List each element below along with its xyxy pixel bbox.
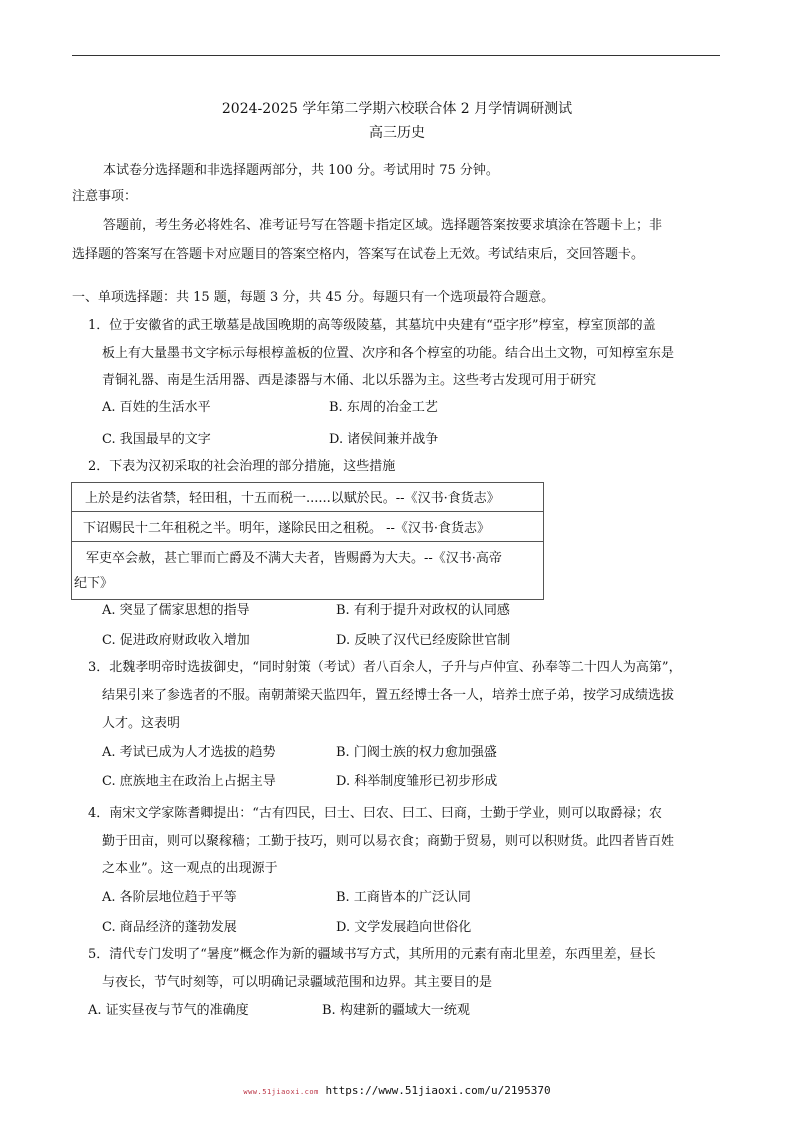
q4-option-a: A. 各阶层地位趋于平等 [102,890,237,905]
q1-option-a: A. 百姓的生活水平 [102,400,211,415]
exam-title: 2024-2025 学年第二学期六校联合体 2 月学情调研测试 [221,101,573,117]
q3-option-c: C. 庶族地主在政治上占据主导 [102,774,276,789]
q3-option-a: A. 考试已成为人才选拔的趋势 [102,745,276,760]
top-rule [72,55,720,56]
q3-option-d: D. 科举制度雏形已初步形成 [336,774,498,789]
q2-option-a: A. 突显了儒家思想的指导 [102,603,250,618]
notice-label: 注意事项： [72,189,138,204]
q5-option-a: A. 证实昼夜与节气的准确度 [88,1003,249,1018]
exam-subject: 高三历史 [369,125,425,141]
q1-line-2: 板上有大量墨书文字标示每根椁盖板的位置、次序和各个椁室的功能。结合出土文物，可知椁室东是 [102,346,675,361]
quote-table [71,482,544,600]
section-heading: 一、单项选择题：共 15 题，每题 3 分，共 45 分。每题只有一个选项最符合题意。 [72,290,555,305]
q2-option-d: D. 反映了汉代已经废除世官制 [336,633,511,648]
q3-option-b: B. 门阀士族的权力愈加强盛 [336,745,497,760]
q2-line-1: 2．下表为汉初采取的社会治理的部分措施，这些措施 [88,459,396,474]
q3-line-1: 3．北魏孝明帝时选拔御史，“同时射策（考试）者八百余人，子升与卢仲宣、孙奉等二十四人为高第”， [88,660,682,675]
q4-option-b: B. 工商皆本的广泛认同 [336,890,471,905]
table-divider [72,511,543,512]
q1-option-b: B. 东周的冶金工艺 [329,400,438,415]
q1-option-c: C. 我国最早的文字 [102,432,211,447]
q4-line-3: 之本业”。这一观点的出现源于 [102,861,278,876]
notice-line-2: 选择题的答案写在答题卡对应题目的答案空格内，答案写在试卷上无效。考试结束后，交回答题卡。 [72,247,645,262]
q5-option-b: B. 构建新的疆域大一统观 [322,1003,470,1018]
q2-option-b: B. 有利于提升对政权的认同感 [336,603,510,618]
quote-row-3: 军吏卒会赦，甚亡罪而亡爵及不满大夫者，皆赐爵为大夫。--《汉书·高帝 [86,551,502,566]
footer [0,1084,794,1097]
q3-line-2: 结果引来了参选者的不服。南朝萧梁天监四年，置五经博士各一人，培养士庶子弟，按学习成绩选拔 [102,688,675,703]
q4-line-2: 勤于田亩，则可以聚稼穑；工勤于技巧，则可以易衣食；商勤于贸易，则可以积财货。此四者皆百姓 [102,834,675,849]
q4-option-c: C. 商品经济的蓬勃发展 [102,920,237,935]
quote-row-1: 上於是约法省禁，轻田租，十五而税一......以赋於民。--《汉书·食货志》 [85,491,500,506]
intro-line: 本试卷分选择题和非选择题两部分，共 100 分。考试用时 75 分钟。 [103,163,499,178]
q4-line-1: 4．南宋文学家陈耆卿提出：“古有四民，曰士、曰农、曰工、曰商，士勤于学业，则可以取爵禄；农 [88,806,662,821]
q4-option-d: D. 文学发展趋向世俗化 [336,920,472,935]
table-divider [72,541,543,542]
q1-line-3: 青铜礼器、南是生活用器、西是漆器与木俑、北以乐器为主。这些考古发现可用于研究 [102,373,597,388]
quote-row-2: 下诏赐民十二年租税之半。明年，遂除民田之租税。 --《汉书·食货志》 [83,521,491,536]
q1-line-1: 1．位于安徽省的武王墩墓是战国晚期的高等级陵墓，其墓坑中央建有“亞字形”椁室，椁室顶部的盖 [88,318,656,333]
notice-line-1: 答题前，考生务必将姓名、准考证号写在答题卡指定区域。选择题答案按要求填涂在答题卡上；非 [103,218,663,233]
q2-option-c: C. 促进政府财政收入增加 [102,633,250,648]
q5-line-2: 与夜长，节气时刻等，可以明确记录疆域范围和边界。其主要目的是 [102,975,493,990]
quote-row-3-cont: 纪下》 [74,576,114,591]
q1-option-d: D. 诸侯间兼并战争 [329,432,439,447]
footer-brand: www.51jiaoxi.com [243,1088,319,1096]
q3-line-3: 人才。这表明 [102,716,181,731]
q5-line-1: 5．清代专门发明了“暑度”概念作为新的疆域书写方式，其所用的元素有南北里差，东西里差，昼长 [88,947,656,962]
footer-url[interactable]: https://www.51jiaoxi.com/u/2195370 [325,1084,551,1097]
